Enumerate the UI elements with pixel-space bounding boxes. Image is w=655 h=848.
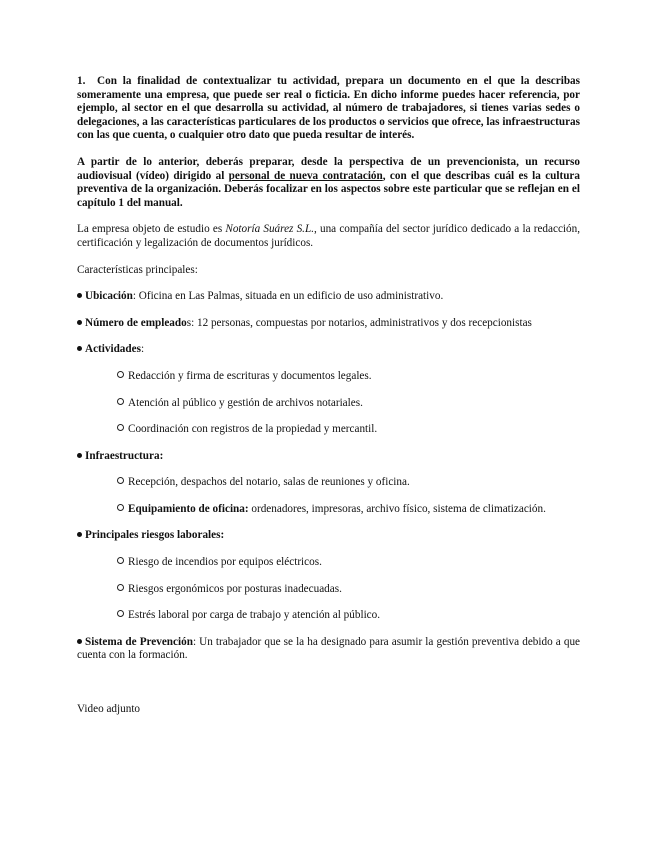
risk-item — [117, 583, 580, 597]
activity-item — [117, 370, 580, 384]
location-label: Ubicación — [85, 290, 133, 303]
risk-item — [117, 609, 580, 623]
risks-label: Principales riesgos laborales: — [85, 529, 225, 542]
risk-item — [117, 556, 580, 570]
activity-text: Atención al público y gestión de archivos notariales. — [128, 396, 363, 409]
video-attachment-label[interactable]: Video adjunto — [77, 703, 141, 716]
feature-location — [77, 290, 580, 304]
equipment-value: ordenadores, impresoras, archivo físico, sistema de climatización. — [248, 502, 546, 515]
bullet-icon — [77, 346, 82, 351]
risk-text: Riesgos ergonómicos por posturas inadecuadas. — [128, 582, 342, 595]
location-value: : Oficina en Las Palmas, situada en un edificio de uso administrativo. — [132, 290, 444, 303]
infrastructure-text: Recepción, despachos del notario, salas de reuniones y oficina. — [128, 476, 410, 489]
sub-bullet-icon — [117, 504, 124, 511]
bullet-icon — [77, 453, 82, 458]
risk-text: Estrés laboral por carga de trabajo y atención al público. — [128, 609, 381, 622]
company-name: Notoría Suárez S.L. — [225, 223, 314, 236]
feature-activities — [77, 343, 580, 357]
feature-prevention — [77, 636, 580, 663]
risk-text: Riesgo de incendios por equipos eléctricos. — [128, 556, 322, 569]
equipment-label: Equipamiento de oficina: — [128, 502, 249, 515]
activity-text: Redacción y firma de escrituras y documentos legales. — [128, 369, 372, 382]
intro-after: , una compañía del sector jurídico dedicado a la redacción, certificación y legalización de documentos jurídicos. — [77, 223, 580, 249]
activity-text: Coordinación con registros de la propiedad y mercantil. — [128, 423, 378, 436]
question-2-after: , con el que describas cuál es la cultura preventiva de la organización. Deberás focalizar en los aspectos sobre este particular que se reflejan en el capítulo 1 del manual. — [77, 169, 580, 209]
prevention-label: Sistema de Prevención — [85, 635, 193, 648]
activities-label: Actividades — [85, 343, 141, 356]
activity-item — [117, 397, 580, 411]
sub-bullet-icon — [117, 584, 124, 591]
sub-bullet-icon — [117, 477, 124, 484]
sub-bullet-icon — [117, 398, 124, 405]
sub-bullet-icon — [117, 557, 124, 564]
question-2-before: A partir de lo anterior, deberás preparar, desde la perspectiva de un prevencionista, un recurso audiovisual (vídeo) dirigido al — [77, 155, 580, 182]
feature-risks — [77, 529, 580, 543]
intro-before: La empresa objeto de estudio es — [77, 223, 226, 236]
activities-suffix: : — [140, 343, 145, 356]
question-2 — [77, 156, 580, 210]
feature-infrastructure — [77, 450, 580, 464]
prevention-value: : Un trabajador que se la ha designado para asumir la gestión preventiva debido a que cuenta con la formación. — [77, 635, 581, 662]
features-title: Características principales: — [77, 263, 198, 276]
employees-value: s: 12 personas, compuestas por notarios, administrativos y dos recepcionistas — [186, 316, 532, 329]
sub-bullet-icon — [117, 610, 124, 617]
document-body — [77, 75, 580, 717]
sub-bullet-icon — [117, 424, 124, 431]
activity-item — [117, 423, 580, 437]
infrastructure-item — [117, 503, 580, 517]
bullet-icon — [77, 532, 82, 537]
question-1-text: Con la finalidad de contextualizar tu actividad, prepara un documento en el que la describas someramente una empresa, que puede ser real o ficticia. En dicho informe puedes hacer referencia, por ejemplo, al sector en el que desarrolla su actividad, al número de trabajadores, si tienes varias sedes o delegaciones, a las características particulares de los productos o servicios que ofrece, las infraestructuras con las que cuenta, o cualquier otro dato que pueda resultar de interés. — [77, 75, 581, 142]
infrastructure-item — [117, 476, 580, 490]
infrastructure-label: Infraestructura: — [85, 449, 164, 462]
question-2-underlined: personal de nueva contratación — [228, 169, 383, 182]
bullet-icon — [77, 293, 82, 298]
employees-label: Número de empleado — [85, 316, 187, 329]
question-1-number: 1. — [77, 75, 86, 87]
feature-employees — [77, 317, 580, 331]
company-intro — [77, 223, 580, 250]
bullet-icon — [77, 320, 82, 325]
sub-bullet-icon — [117, 371, 124, 378]
bullet-icon — [77, 639, 82, 644]
question-1 — [77, 75, 580, 143]
